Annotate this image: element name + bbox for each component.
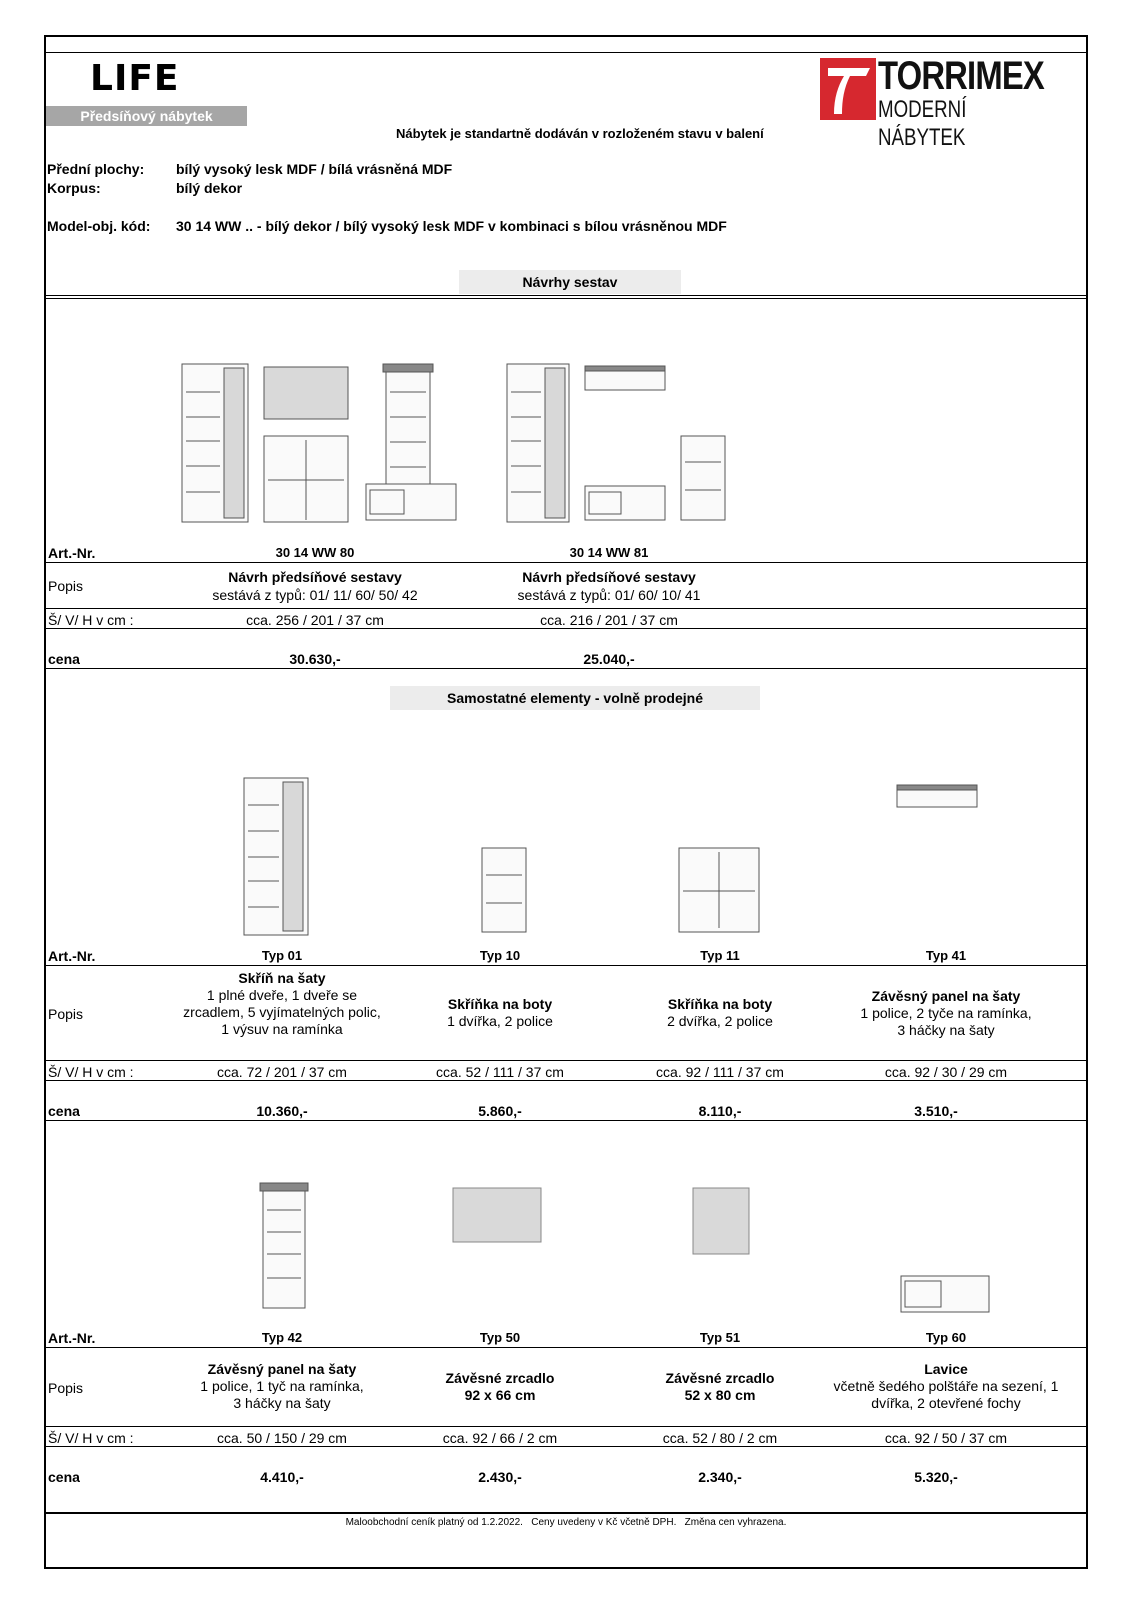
set-81-illustration — [505, 362, 730, 524]
typ-60-art: Typ 60 — [925, 1330, 967, 1345]
cena-label: cena — [48, 651, 80, 667]
company-tagline: MODERNÍ NÁBYTEK — [878, 96, 967, 151]
typ-11-art: Typ 11 — [700, 948, 740, 963]
art-label: Art.-Nr. — [48, 1330, 96, 1346]
rule — [44, 562, 1088, 563]
typ-42-art: Typ 42 — [261, 1330, 303, 1345]
typ-50-dims: cca. 92 / 66 / 2 cm — [442, 1430, 558, 1446]
typ-50-desc: Závěsné zrcadlo 92 x 66 cm — [445, 1370, 555, 1403]
rule — [44, 295, 1088, 296]
category-label: Předsíňový nábytek — [46, 106, 247, 126]
top-rule — [44, 52, 1088, 53]
typ-60-desc: Lavice včetně šedého polštáře na sezení, 1 dvířka, 2 otevřené fochy — [833, 1361, 1059, 1411]
front-value: bílý vysoký lesk MDF / bílá vrásněná MDF — [176, 161, 453, 177]
rule — [44, 608, 1088, 609]
rule — [44, 1060, 1088, 1061]
delivery-notice: Nábytek je standartně dodáván v rozloženém stavu v balení — [396, 126, 764, 141]
typ-50-price: 2.430,- — [478, 1469, 522, 1485]
typ-50-art: Typ 50 — [479, 1330, 521, 1345]
typ-01-desc: Skříň na šaty 1 plné dveře, 1 dveře se zrcadlem, 5 vyjímatelných polic, 1 výsuv na ramínka — [183, 970, 381, 1037]
dims-label: Š/ V/ H v cm : — [48, 1430, 134, 1446]
typ-41-illustration — [896, 784, 978, 810]
typ-42-illustration — [259, 1182, 309, 1310]
typ-51-dims: cca. 52 / 80 / 2 cm — [662, 1430, 778, 1446]
set-80-price: 30.630,- — [289, 651, 341, 667]
rule — [44, 628, 1088, 629]
set-81-price: 25.040,- — [583, 651, 635, 667]
set-80-dims: cca. 256 / 201 / 37 cm — [246, 612, 384, 628]
typ-11-illustration — [678, 847, 762, 933]
section-title-sets: Návrhy sestav — [459, 270, 681, 294]
set-80-illustration — [180, 362, 460, 524]
typ-42-price: 4.410,- — [260, 1469, 304, 1485]
set-81-art: 30 14 WW 81 — [569, 545, 649, 560]
section-title-elements: Samostatné elementy - volně prodejné — [390, 686, 760, 710]
body-value: bílý dekor — [176, 180, 243, 196]
typ-10-dims: cca. 52 / 111 / 37 cm — [436, 1064, 564, 1080]
company-logo — [820, 54, 1060, 151]
typ-10-illustration — [481, 847, 527, 933]
rule — [44, 1120, 1088, 1121]
set-81-dims: cca. 216 / 201 / 37 cm — [540, 612, 678, 628]
art-label: Art.-Nr. — [48, 948, 96, 964]
front-label: Přední plochy: — [47, 161, 145, 177]
torrimex-logo-icon — [820, 58, 876, 120]
popis-label: Popis — [48, 1380, 84, 1396]
typ-10-desc: Skříňka na boty 1 dvířka, 2 police — [447, 996, 553, 1029]
typ-01-illustration — [243, 777, 309, 937]
popis-label: Popis — [48, 1006, 84, 1022]
dims-label: Š/ V/ H v cm : — [48, 612, 134, 628]
rule — [44, 668, 1088, 669]
typ-10-art: Typ 10 — [479, 948, 521, 963]
set-81-desc: Návrh předsíňové sestavy sestává z typů: 01/ 60/ 10/ 41 — [517, 569, 701, 603]
typ-60-dims: cca. 92 / 50 / 37 cm — [884, 1430, 1008, 1446]
typ-11-price: 8.110,- — [698, 1103, 742, 1119]
code-value: 30 14 WW .. - bílý dekor / bílý vysoký lesk MDF v kombinaci s bílou vrásněnou MDF — [176, 218, 727, 234]
set-80-art: 30 14 WW 80 — [275, 545, 355, 560]
footer-note: Maloobchodní ceník platný od 1.2.2022. Ceny uvedeny v Kč včetně DPH. Změna cen vyhrazena. — [345, 1517, 787, 1528]
rule — [44, 965, 1088, 966]
code-label: Model-obj. kód: — [47, 218, 151, 234]
rule — [44, 1347, 1088, 1348]
body-label: Korpus: — [47, 180, 101, 196]
dims-label: Š/ V/ H v cm : — [48, 1064, 134, 1080]
typ-51-desc: Závěsné zrcadlo 52 x 80 cm — [665, 1370, 775, 1403]
typ-41-dims: cca. 92 / 30 / 29 cm — [884, 1064, 1008, 1080]
typ-11-dims: cca. 92 / 111 / 37 cm — [656, 1064, 784, 1080]
typ-41-price: 3.510,- — [914, 1103, 958, 1119]
cena-label: cena — [48, 1469, 80, 1485]
company-name: TORRIMEX — [878, 54, 1044, 98]
typ-01-price: 10.360,- — [256, 1103, 308, 1119]
typ-42-desc: Závěsný panel na šaty 1 police, 1 tyč na ramínka, 3 háčky na šaty — [200, 1361, 364, 1411]
typ-60-illustration — [900, 1275, 990, 1313]
typ-50-illustration — [452, 1187, 542, 1243]
typ-41-desc: Závěsný panel na šaty 1 police, 2 tyče na ramínka, 3 háčky na šaty — [860, 988, 1032, 1038]
typ-01-art: Typ 01 — [261, 948, 303, 963]
art-label: Art.-Nr. — [48, 545, 96, 561]
rule — [44, 298, 1088, 299]
typ-11-desc: Skříňka na boty 2 dvířka, 2 police — [667, 996, 773, 1029]
typ-01-dims: cca. 72 / 201 / 37 cm — [217, 1064, 347, 1080]
typ-10-price: 5.860,- — [478, 1103, 522, 1119]
popis-label: Popis — [48, 578, 84, 594]
brand-title: LIFE — [90, 58, 180, 99]
cena-label: cena — [48, 1103, 80, 1119]
typ-51-illustration — [692, 1187, 750, 1255]
typ-60-price: 5.320,- — [914, 1469, 958, 1485]
rule — [44, 1426, 1088, 1427]
typ-42-dims: cca. 50 / 150 / 29 cm — [217, 1430, 347, 1446]
rule — [44, 1512, 1088, 1514]
rule — [44, 1080, 1088, 1081]
typ-51-price: 2.340,- — [698, 1469, 742, 1485]
typ-51-art: Typ 51 — [699, 1330, 741, 1345]
rule — [44, 1446, 1088, 1447]
set-80-desc: Návrh předsíňové sestavy sestává z typů: 01/ 11/ 60/ 50/ 42 — [212, 569, 418, 603]
typ-41-art: Typ 41 — [925, 948, 967, 963]
